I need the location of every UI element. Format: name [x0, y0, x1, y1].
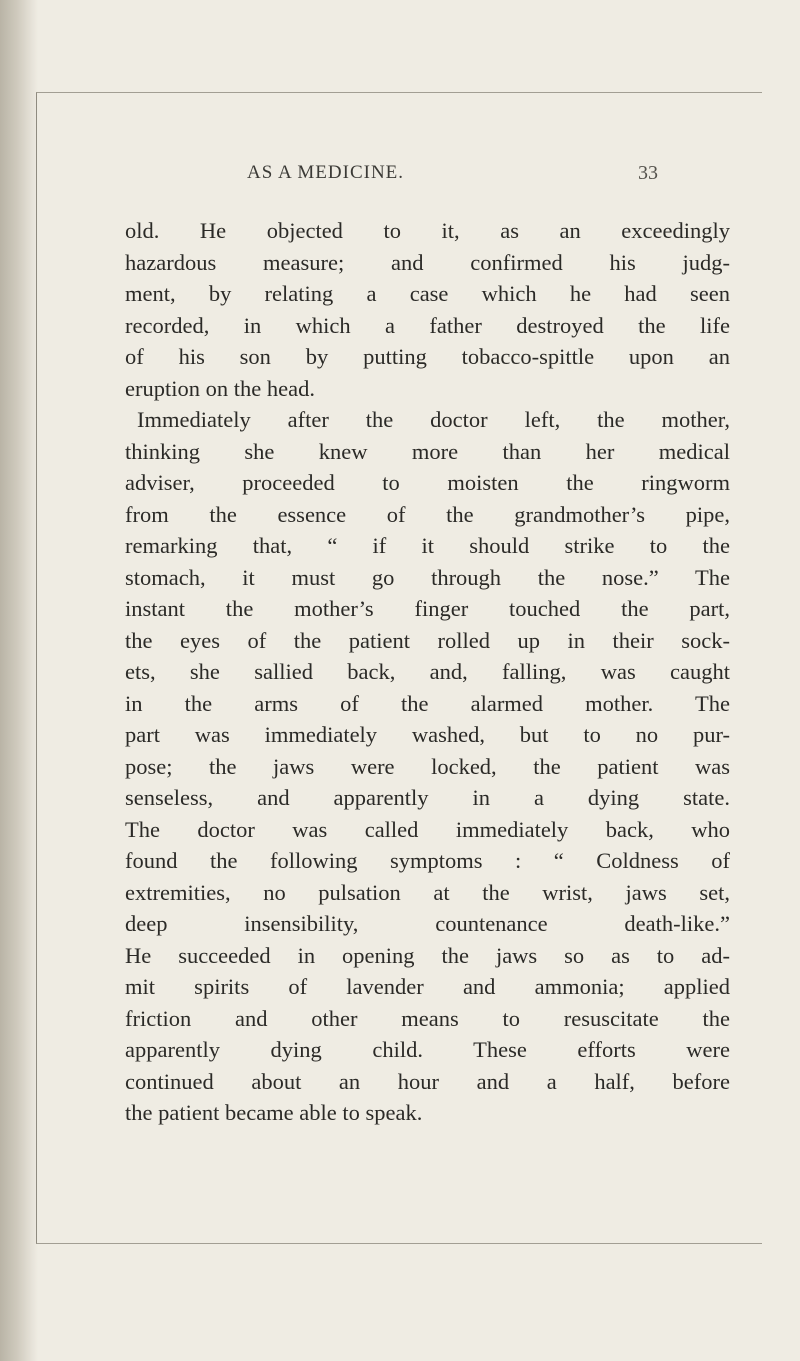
- text-line: deep insensibility, countenance death-like.”: [125, 911, 730, 936]
- text-line: thinking she knew more than her medical: [125, 438, 730, 464]
- body-text: [125, 215, 730, 1129]
- text-line: of his son by putting tobacco-spittle upon an: [125, 344, 730, 369]
- text-line: found the following symptoms : “ Coldness of: [125, 848, 730, 873]
- text-line: part was immediately washed, but to no pur-: [125, 722, 730, 747]
- text-line: friction and other means to resuscitate the: [125, 1005, 730, 1031]
- text-line: adviser, proceeded to moisten the ringworm: [125, 470, 730, 495]
- text-line: eruption on the head.: [125, 375, 315, 401]
- text-line: stomach, it must go through the nose.” The: [125, 564, 730, 590]
- running-head: [120, 162, 720, 192]
- text-line: mit spirits of lavender and ammonia; applied: [125, 974, 730, 999]
- text-line: apparently dying child. These efforts were: [125, 1037, 730, 1062]
- text-line: remarking that, “ if it should strike to the: [125, 533, 730, 558]
- text-line: instant the mother’s finger touched the part,: [125, 596, 730, 621]
- text-line: He succeeded in opening the jaws so as to ad-: [125, 942, 730, 968]
- text-line: hazardous measure; and confirmed his judg-: [125, 249, 730, 275]
- text-line: in the arms of the alarmed mother. The: [125, 690, 730, 716]
- text-line: the patient became able to speak.: [125, 1100, 423, 1125]
- text-line: senseless, and apparently in a dying state.: [125, 785, 730, 810]
- page-number: 33: [638, 162, 658, 184]
- binding-shadow: [0, 0, 38, 1361]
- text-line: Immediately after the doctor left, the mother,: [137, 407, 730, 432]
- text-line: recorded, in which a father destroyed the life: [125, 312, 730, 338]
- text-line: continued about an hour and a half, before: [125, 1068, 730, 1094]
- text-line: the eyes of the patient rolled up in their sock-: [125, 627, 730, 653]
- paragraph-1: [125, 215, 730, 404]
- text-line: pose; the jaws were locked, the patient was: [125, 753, 730, 779]
- text-line: ment, by relating a case which he had seen: [125, 281, 730, 306]
- text-line: ets, she sallied back, and, falling, was caught: [125, 659, 730, 684]
- paragraph-2: [125, 404, 730, 1129]
- header-title: AS A MEDICINE.: [247, 162, 405, 183]
- text-line: extremities, no pulsation at the wrist, jaws set,: [125, 879, 730, 905]
- text-line: old. He objected to it, as an exceedingly: [125, 218, 730, 243]
- text-line: from the essence of the grandmother’s pipe,: [125, 501, 730, 527]
- text-line: The doctor was called immediately back, who: [125, 816, 730, 842]
